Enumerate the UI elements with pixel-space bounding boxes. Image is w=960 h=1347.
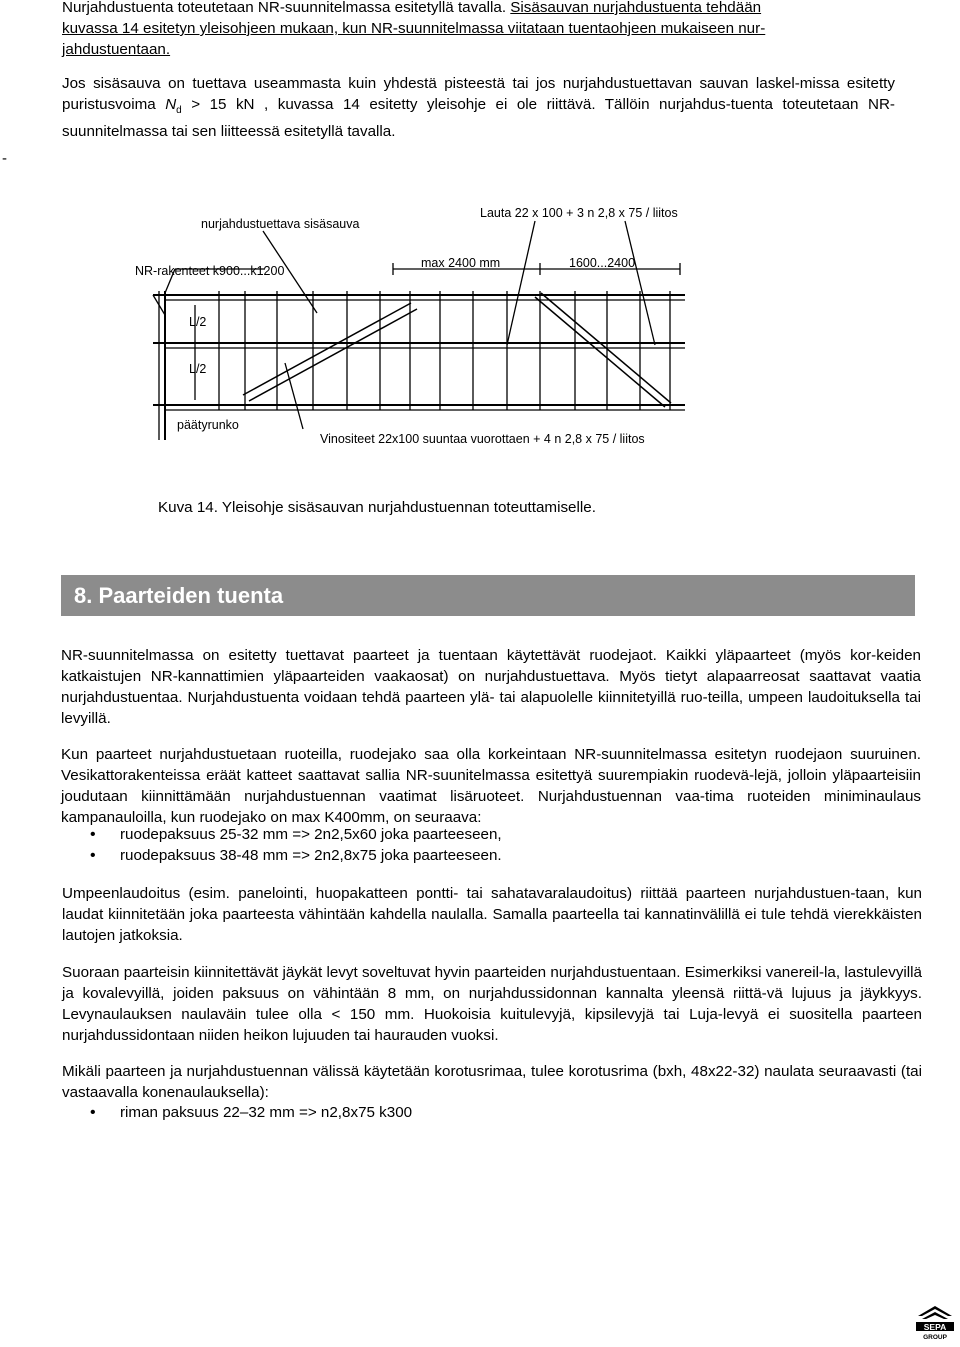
logo-roof-icon	[914, 1304, 956, 1342]
label-max: max 2400 mm	[421, 256, 501, 270]
label-half-1: L/2	[189, 315, 207, 329]
section-paragraph-2: Kun paarteet nurjahdustuetaan ruoteilla, ruodejako saa olla korkeintaan NR-suunnitelmassa esitetyn ruodejaon suuruinen. Vesikattorakenteissa eräät katteet saattavat sallia NR-suunitelmassa esitettyä suurempiakin ruodevä-lejä, jolloin yläpaarteisiin joudutaan kiinnittämään nurjahdustuennan vaatimat lisäruoteet. Nurjahdustuennan vaa-tima ruoteiden miniminaulaus kampanauloilla, kun ruodejako on max K400mm, on seuraava:	[61, 746, 921, 826]
section-heading: 8. Paarteiden tuenta	[61, 575, 915, 616]
section-paragraph-1: NR-suunnitelmassa on esitetty tuettavat paarteet ja tuentaan käytettävät ruodejaot. Kaikki yläpaarteet (myös kor-keiden katkaistujen NR-kannattimien yläpaarteiden vaakaosat) on nurjahdustuettava. Myös tietyt alapaarreosat saattavat vaatia nurjahdustuentaa. Nurjahdustuenta voidaan tehdä paarteen ylä- tai alapuolelle kiinnitetyillä ruo-teilla, umpeen laudoituksella tai levyillä.	[61, 647, 921, 727]
label-trusses: NR-rakenteet k900...k1200	[135, 264, 285, 278]
nd-symbol: N	[165, 96, 177, 113]
label-half-2: L/2	[189, 362, 207, 376]
figure-caption: Kuva 14. Yleisohje sisäsauvan nurjahdustuennan toteuttamiselle.	[158, 499, 596, 516]
label-diagonals: Vinositeet 22x100 suuntaa vuorottaen + 4 n 2,8 x 75 / liitos	[320, 432, 645, 446]
intro-link-text-1[interactable]: Sisäsauvan nurjahdustuenta tehdään	[510, 0, 762, 16]
nd-subscript: d	[176, 105, 182, 117]
logo-text-sepa: SEPA	[923, 1322, 947, 1332]
label-strut: nurjahdustuettava sisäsauva	[201, 217, 360, 231]
label-board: Lauta 22 x 100 + 3 n 2,8 x 75 / liitos	[480, 206, 678, 220]
nailing-list	[62, 824, 762, 866]
para1-text-a: Jos sisäsauva on tuettava useammasta kuin yhdestä pisteestä tai jos nurjahdustuettavan sauvan laskel-missa esitetty puristusvoima	[62, 75, 895, 113]
intro-text-a: Nurjahdustuenta toteutetaan NR-suunnitelmassa esitetyllä tavalla.	[62, 0, 511, 16]
batten-list	[62, 1102, 762, 1123]
section-paragraph-5: Mikäli paarteen ja nurjahdustuennan välissä käytetään korotusrimaa, tulee korotusrima (bxh, 48x22-32) naulata seuraavasti (tai vastaavalla konenaulauksella):	[62, 1063, 922, 1101]
paragraph-compression	[62, 73, 895, 142]
truss-diagram	[135, 195, 685, 457]
bracing-figure	[135, 195, 685, 457]
para1-text-b: > 15 kN , kuvassa 14 esitetty yleisohje ei ole riittävä. Tällöin nurjahdus-tuenta toteutetaan NR-suunnitelmassa tai sen liitteessä esitetyllä tavalla.	[62, 96, 895, 141]
label-end-frame: päätyrunko	[177, 418, 239, 432]
section-paragraph-3: Umpeenlaudoitus (esim. panelointi, huopakatteen pontti- tai sahatavaralaudoitus) riittää paarteen nurjahdustuen-taan, kun laudat kiinnitetään joka paarteesta vähintään kahdella naulalla. Samalla paarteella tai kannatinvälillä ei tule tehdä vierekkäisten lautojen jatkoksia.	[62, 885, 922, 944]
margin-dash: -	[2, 150, 7, 167]
list-item: • ruodepaksuus 25-32 mm => 2n2,5x60 joka paarteeseen,	[62, 824, 762, 845]
label-range: 1600...2400	[569, 256, 636, 270]
section-paragraph-4: Suoraan paarteisin kiinnitettävät jäykät levyt soveltuvat hyvin paarteiden nurjahdustuentaan. Esimerkiksi vanereil-la, lastulevyillä ja kovalevyillä, joiden paksuus on vähintään 8 mm, on nurjahdussidonnan kannalta yleensä riittä-vä lujuus ja jäykkyys. Levynaulauksen naulaväin tulee olla < 150 mm. Huokoisia kuitulevyjä, kipsilevyjä tai Luja-levyä ei suositella paarteen nurjahdussidontaan niiden heikon lujuuden tai haurauden vuoksi.	[62, 964, 922, 1044]
intro-link-text-3[interactable]: jahdustuentaan.	[62, 41, 171, 58]
intro-link-text-2[interactable]: kuvassa 14 esitetyn yleisohjeen mukaan, kun NR-suunnitelmassa viitataan tuentaohjeen mukaiseen nur-	[62, 20, 766, 37]
list-item: • ruodepaksuus 38-48 mm => 2n2,8x75 joka paarteeseen.	[62, 845, 762, 866]
logo-text-group: GROUP	[923, 1334, 947, 1341]
list-item: • riman paksuus 22–32 mm => n2,8x75 k300	[62, 1102, 762, 1123]
sepa-group-logo	[914, 1304, 956, 1342]
intro-paragraph	[62, 0, 872, 60]
